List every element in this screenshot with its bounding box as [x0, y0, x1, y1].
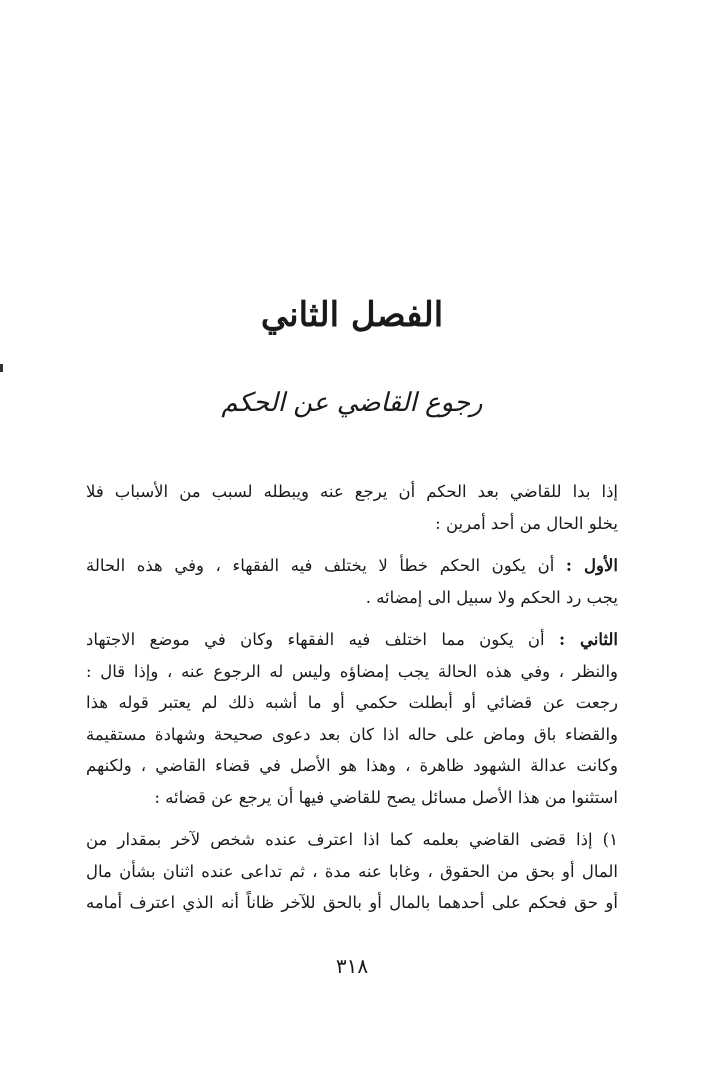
text-line-content: أن يكون مما اختلف فيه الفقهاء وكان في موضع الاجتهاد — [86, 630, 545, 649]
text-line: والقضاء باق وماض على حاله اذا كان بعد دعوى صحيحة وشهادة مستقيمة — [86, 724, 618, 744]
text-line: وكانت عدالة الشهود ظاهرة ، وهذا هو الأصل في قضاء القاضي ، ولكنهم — [86, 756, 618, 775]
body-text — [86, 476, 618, 930]
text-line: إذا بدا للقاضي بعد الحكم أن يرجع عنه ويبطله لسبب من الأسباب فلا — [86, 482, 618, 501]
text-line: يخلو الحال من أحد أمرين : — [435, 513, 618, 533]
paragraph-first-case — [86, 550, 618, 613]
text-line: ١) إذا قضى القاضي بعلمه كما اذا اعترف عنده شخص لآخر بمقدار من — [86, 830, 618, 849]
paragraph-second-case — [86, 624, 618, 813]
page-number: ٣١٨ — [335, 954, 369, 978]
text-line: والنظر ، وفي هذه الحالة يجب إمضاؤه وليس له الرجوع عنه ، وإذا قال : — [86, 661, 618, 681]
margin-mark — [0, 364, 3, 372]
paragraph-lead: الأول : — [565, 556, 618, 575]
text-line — [86, 624, 618, 656]
text-line: أو حق فحكم على أحدهما بالمال أو بالحق للآخر ظاناً أنه الذي اعترف أمامه — [86, 893, 618, 912]
text-line: رجعت عن قضائي أو أبطلت حكمي أو ما أشبه ذلك لم يعتبر قوله هذا — [86, 693, 618, 712]
text-line: المال أو بحق من الحقوق ، وغابا عنه مدة ، ثم تداعى عنده اثنان بشأن مال — [86, 861, 618, 881]
text-line — [86, 550, 618, 582]
chapter-subtitle: رجوع القاضي عن الحكم — [221, 388, 483, 418]
paragraph-exception-1 — [86, 824, 618, 919]
paragraph-lead: الثاني : — [559, 630, 618, 649]
text-line: يجب رد الحكم ولا سبيل الى إمضائه . — [365, 587, 618, 607]
text-line: استثنوا من هذا الأصل مسائل يصح للقاضي فيها أن يرجع عن قضائه : — [154, 787, 618, 807]
text-line-content: أن يكون الحكم خطأ لا يختلف فيه الفقهاء ، وفي هذه الحالة — [86, 556, 555, 575]
paragraph-intro — [86, 476, 618, 539]
chapter-title: الفصل الثاني — [260, 295, 444, 335]
